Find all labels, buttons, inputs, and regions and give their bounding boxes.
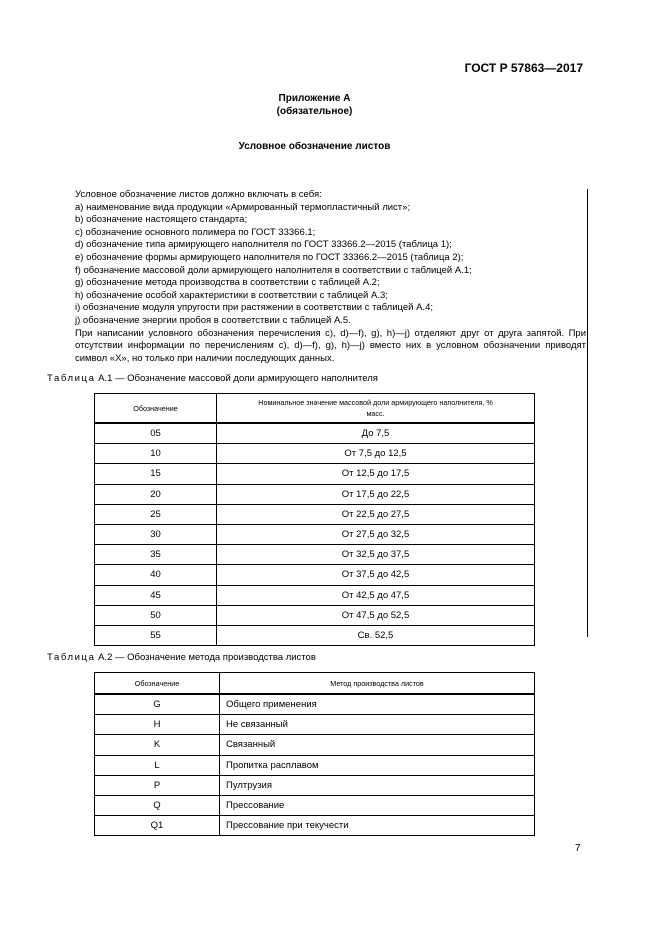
table-cell: 45 bbox=[95, 585, 217, 605]
table-cell: 05 bbox=[95, 423, 217, 444]
body-text bbox=[75, 189, 586, 365]
appendix-status: (обязательное) bbox=[276, 106, 353, 117]
table-row bbox=[95, 625, 535, 645]
table-row bbox=[95, 464, 535, 484]
table-cell: 40 bbox=[95, 565, 217, 585]
table1-caption bbox=[47, 373, 378, 384]
page-number: 7 bbox=[575, 843, 581, 854]
list-item: f) обозначение массовой доли армирующего наполнителя в соответствии с таблицей А.1; bbox=[75, 264, 472, 276]
table-row bbox=[95, 545, 535, 565]
table-row bbox=[95, 504, 535, 524]
table-cell: От 47,5 до 52,5 bbox=[217, 605, 535, 625]
table-cell: Общего применения bbox=[220, 694, 535, 715]
table-cell: От 22,5 до 27,5 bbox=[217, 504, 535, 524]
table-cell: 30 bbox=[95, 524, 217, 544]
table2-caption bbox=[47, 652, 316, 663]
table-row bbox=[95, 605, 535, 625]
table2-caption-word: Таблица bbox=[47, 652, 96, 663]
table-cell: Не связанный bbox=[220, 715, 535, 735]
table-cell: От 17,5 до 22,5 bbox=[217, 484, 535, 504]
table-row bbox=[95, 755, 535, 775]
table-cell: L bbox=[95, 755, 220, 775]
table-cell: От 12,5 до 17,5 bbox=[217, 464, 535, 484]
body-paragraph: При написании условного обозначения перечисления с), d)—f), g), h)—j) отделяют друг от друга запятой. При отсутствии информации по перечислениям с), d)—f), g), h)—j) вместо них в условном обозначении приводят символ «Х», но только при наличии последующих данных. bbox=[75, 327, 586, 364]
table-cell: G bbox=[95, 694, 220, 715]
table-cell: Q bbox=[95, 795, 220, 815]
table-cell: От 7,5 до 12,5 bbox=[217, 444, 535, 464]
table-cell: Прессование при текучести bbox=[220, 816, 535, 836]
table-cell: K bbox=[95, 735, 220, 755]
list-item: c) обозначение основного полимера по ГОСТ 33366.1; bbox=[75, 226, 316, 238]
table-row bbox=[95, 816, 535, 836]
table-cell: 55 bbox=[95, 625, 217, 645]
table-header-cell: Номинальное значение массовой доли армирующего наполнителя, % масс. bbox=[217, 394, 535, 424]
table-row bbox=[95, 524, 535, 544]
table1-caption-word: Таблица bbox=[47, 373, 96, 384]
table-cell: P bbox=[95, 775, 220, 795]
list-item: e) обозначение формы армирующего наполнителя по ГОСТ 33366.2—2015 (таблица 2); bbox=[75, 251, 464, 263]
list-item: d) обозначение типа армирующего наполнителя по ГОСТ 33366.2—2015 (таблица 1); bbox=[75, 239, 452, 251]
list-item: b) обозначение настоящего стандарта; bbox=[75, 214, 248, 226]
table-row bbox=[95, 585, 535, 605]
table-cell: От 32,5 до 37,5 bbox=[217, 545, 535, 565]
margin-change-bar bbox=[587, 189, 588, 637]
table-header-row bbox=[95, 394, 535, 424]
appendix-name: Приложение А bbox=[278, 93, 351, 104]
section-title: Условное обозначение листов bbox=[238, 141, 391, 152]
table-cell: От 37,5 до 42,5 bbox=[217, 565, 535, 585]
table-header-cell: Метод производства листов bbox=[220, 673, 535, 695]
table-row bbox=[95, 444, 535, 464]
table-header-cell: Обозначение bbox=[95, 394, 217, 424]
table-cell: Пултрузия bbox=[220, 775, 535, 795]
table-cell: Св. 52,5 bbox=[217, 625, 535, 645]
table-row bbox=[95, 565, 535, 585]
table-row bbox=[95, 775, 535, 795]
table-a2 bbox=[94, 672, 535, 836]
table-row bbox=[95, 423, 535, 444]
table-cell: H bbox=[95, 715, 220, 735]
table-row bbox=[95, 735, 535, 755]
table-cell: 15 bbox=[95, 464, 217, 484]
table-cell: Q1 bbox=[95, 816, 220, 836]
table-cell: 50 bbox=[95, 605, 217, 625]
list-item: j) обозначение энергии пробоя в соответствии с таблицей А.5. bbox=[75, 314, 351, 326]
list-item: h) обозначение особой характеристики в соответствии с таблицей А.3; bbox=[75, 289, 388, 301]
table-cell: 25 bbox=[95, 504, 217, 524]
table-cell: До 7,5 bbox=[217, 423, 535, 444]
table-cell: 35 bbox=[95, 545, 217, 565]
list-item: а) наименование вида продукции «Армированный термопластичный лист»; bbox=[75, 201, 411, 213]
table-header-row bbox=[95, 673, 535, 695]
table-header-cell: Обозначение bbox=[95, 673, 220, 695]
table-row bbox=[95, 484, 535, 504]
table1-caption-text: А.1 — Обозначение массовой доли армирующего наполнителя bbox=[95, 373, 378, 384]
list-item: i) обозначение модуля упругости при растяжении в соответствии с таблицей А.4; bbox=[75, 302, 433, 314]
table-cell: Прессование bbox=[220, 795, 535, 815]
table-a1 bbox=[94, 393, 535, 646]
list-item: g) обозначение метода производства в соответствии с таблицей А.2; bbox=[75, 277, 380, 289]
table-cell: 10 bbox=[95, 444, 217, 464]
table2-caption-text: А.2 — Обозначение метода производства листов bbox=[95, 652, 316, 663]
table-cell: От 27,5 до 32,5 bbox=[217, 524, 535, 544]
table-row bbox=[95, 715, 535, 735]
table-row bbox=[95, 694, 535, 715]
table-cell: Пропитка расплавом bbox=[220, 755, 535, 775]
appendix-title bbox=[0, 92, 629, 118]
table-cell: 20 bbox=[95, 484, 217, 504]
table-cell: От 42,5 до 47,5 bbox=[217, 585, 535, 605]
body-line: Условное обозначение листов должно включать в себя: bbox=[75, 189, 322, 200]
document-code: ГОСТ Р 57863—2017 bbox=[464, 61, 583, 75]
table-row bbox=[95, 795, 535, 815]
table-cell: Связанный bbox=[220, 735, 535, 755]
